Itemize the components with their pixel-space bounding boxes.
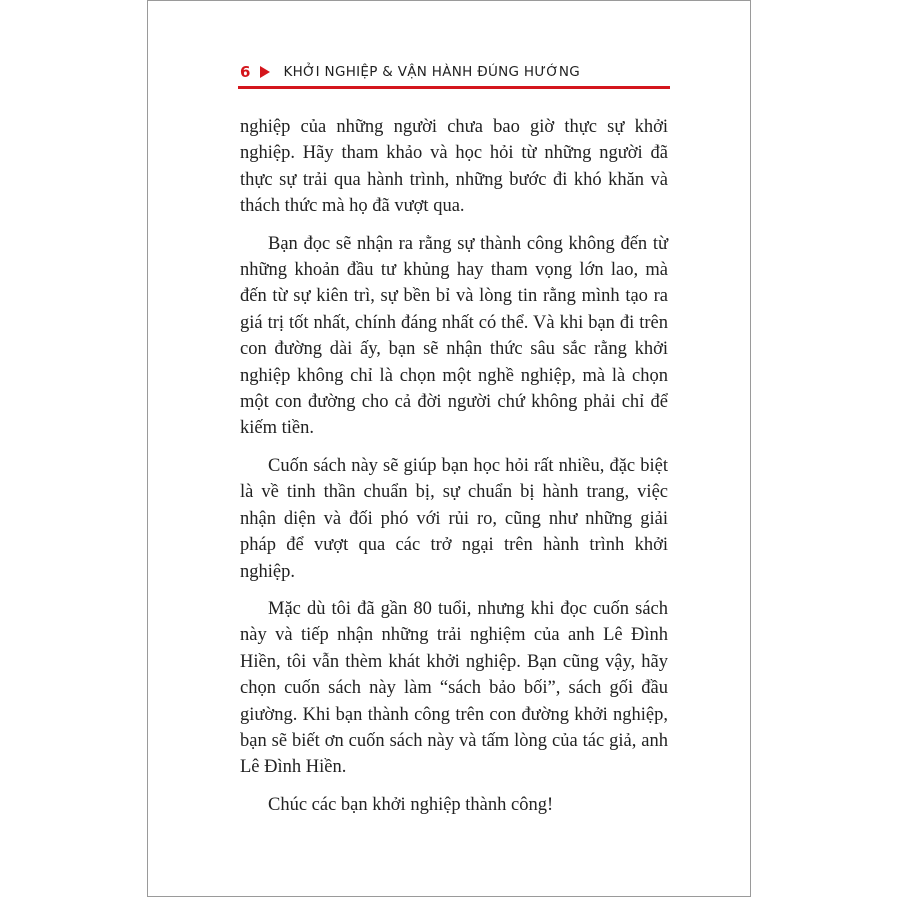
running-title: KHỞI NGHIỆP & VẬN HÀNH ĐÚNG HƯỚNG — [283, 64, 581, 80]
paragraph: Bạn đọc sẽ nhận ra rằng sự thành công không đến từ những khoản đầu tư khủng hay tham vọng lớn lao, mà đến từ sự kiên trì, sự bền bỉ và lòng tin rằng mình tạo ra giá trị tốt nhất, chính đáng nhất có thể. Và khi bạn đi trên con đường dài ấy, bạn sẽ nhận thức sâu sắc rằng khởi nghiệp không chỉ là chọn một nghề nghiệp, mà là chọn một con đường cho cả đời người chứ không phải chỉ để kiếm tiền. — [240, 233, 668, 439]
paragraph: Mặc dù tôi đã gần 80 tuổi, nhưng khi đọc cuốn sách này và tiếp nhận những trải nghiệm của anh Lê Đình Hiền, tôi vẫn thèm khát khởi nghiệp. Bạn cũng vậy, hãy chọn cuốn sách này làm “sách bảo bối”, sách gối đầu giường. Khi bạn thành công trên con đường khởi nghiệp, bạn sẽ biết ơn cuốn sách này và tấm lòng của tác giả, anh Lê Đình Hiền. — [240, 598, 668, 778]
body-text — [240, 114, 668, 829]
running-header — [238, 62, 670, 82]
paragraph: Cuốn sách này sẽ giúp bạn học hỏi rất nhiều, đặc biệt là về tinh thần chuẩn bị, sự chuẩn bị hành trang, việc nhận diện và đối phó với rủi ro, cũng như những giải pháp để vượt qua các trở ngại trên hành trình khởi nghiệp. — [240, 455, 668, 582]
play-arrow-icon — [260, 66, 270, 78]
page-number: 6 — [240, 63, 251, 81]
header-rule — [238, 86, 670, 89]
paragraph: nghiệp của những người chưa bao giờ thực sự khởi nghiệp. Hãy tham khảo và học hỏi từ những người đã thực sự trải qua hành trình, những bước đi khó khăn và thách thức mà họ đã vượt qua. — [240, 117, 668, 217]
paragraph: Chúc các bạn khởi nghiệp thành công! — [268, 794, 554, 815]
